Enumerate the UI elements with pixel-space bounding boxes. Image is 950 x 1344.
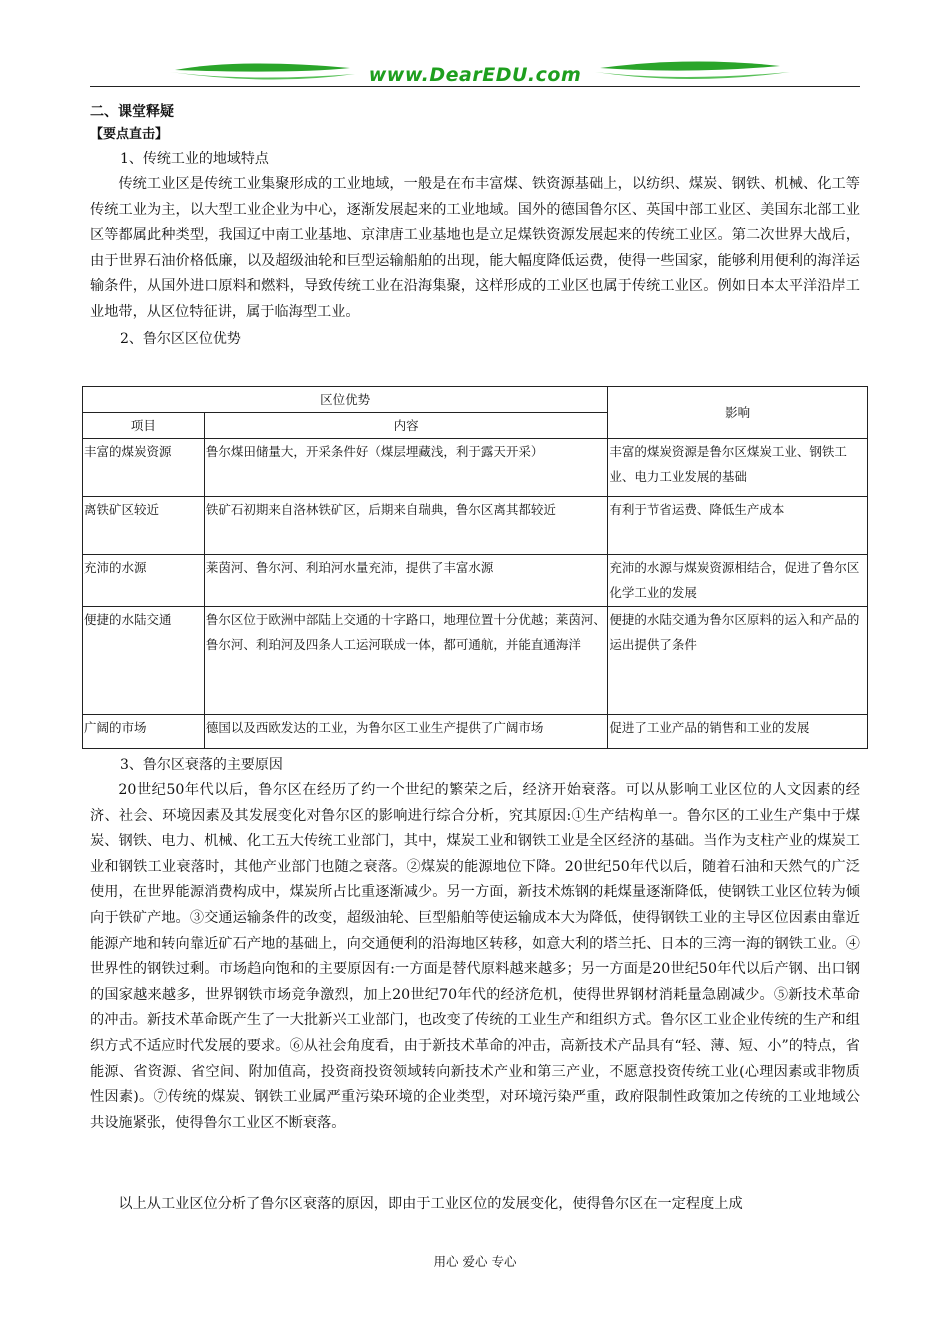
- table-header-row-1: [83, 387, 868, 413]
- table-cell-item: 充沛的水源: [83, 555, 205, 607]
- section-tail: [90, 1192, 860, 1218]
- subheading-3: 3、鲁尔区衰落的主要原因: [120, 757, 283, 773]
- table-cell-effect: 有利于节省运费、降低生产成本: [608, 497, 868, 555]
- table-cell-item: 离铁矿区较近: [83, 497, 205, 555]
- table-row: [83, 715, 868, 749]
- table-row: [83, 497, 868, 555]
- content-top: [90, 100, 860, 352]
- table-cell-effect: 便捷的水陆交通为鲁尔区原料的运入和产品的运出提供了条件: [608, 607, 868, 715]
- page-footer: 用心 爱心 专心: [433, 1254, 517, 1269]
- section-3: [90, 752, 860, 1136]
- table-row: [83, 555, 868, 607]
- table-cell-content: 铁矿石初期来自洛林铁矿区，后期来自瑞典，鲁尔区离其都较近: [204, 497, 607, 555]
- table-row: [83, 439, 868, 497]
- table-col-effect: 影响: [608, 387, 868, 439]
- location-advantage-table: [82, 386, 868, 749]
- table-cell-effect: 促进了工业产品的销售和工业的发展: [608, 715, 868, 749]
- table-group-header: 区位优势: [83, 387, 608, 413]
- table-cell-item: 便捷的水陆交通: [83, 607, 205, 715]
- header-logo-text: www.DearEDU.com: [368, 64, 582, 86]
- subheading-1: 1、传统工业的地域特点: [120, 151, 269, 167]
- table-cell-content: 鲁尔煤田储量大，开采条件好（煤层埋藏浅，利于露天开采）: [204, 439, 607, 497]
- page-header: [90, 52, 860, 94]
- table-cell-effect: 丰富的煤炭资源是鲁尔区煤炭工业、钢铁工业、电力工业发展的基础: [608, 439, 868, 497]
- table-cell-content: 德国以及西欧发达的工业，为鲁尔区工业生产提供了广阔市场: [204, 715, 607, 749]
- section-title: 二、课堂释疑: [90, 104, 174, 120]
- paragraph-1: 传统工业区是传统工业集聚形成的工业地域，一般是在布丰富煤、铁资源基础上，以纺织、煤炭、钢铁、机械、化工等传统工业为主，以大型工业企业为中心，逐渐发展起来的工业地域。国外的德国鲁尔区、英国中部工业区、美国东北部工业区等都属此种类型，我国辽中南工业基地、京津唐工业基地也是立足煤铁资源发展起来的传统工业区。第二次世界大战后，由于世界石油价格低廉，以及超级油轮和巨型运输船舶的出现，能大幅度降低运费，使得一些国家，能够利用便利的海洋运输条件，从国外进口原料和燃料，导致传统工业在沿海集聚，这样形成的工业区也属于传统工业区。例如日本太平洋沿岸工业地带，从区位特征讲，属于临海型工业。: [90, 176, 860, 320]
- table-cell-effect: 充沛的水源与煤炭资源相结合，促进了鲁尔区化学工业的发展: [608, 555, 868, 607]
- subheading-2: 2、鲁尔区区位优势: [120, 330, 241, 347]
- paragraph-3: 20世纪50年代以后，鲁尔区在经历了约一个世纪的繁荣之后，经济开始衰落。可以从影响工业区位的人文因素的经济、社会、环境因素及其发展变化对鲁尔区的影响进行综合分析，究其原因:①生产结构单一。鲁尔区的工业生产集中于煤炭、钢铁、电力、机械、化工五大传统工业部门，其中，煤炭工业和钢铁工业是全区经济的基础。当作为支柱产业的煤炭工业和钢铁工业衰落时，其他产业部门也随之衰落。②煤炭的能源地位下降。20世纪50年代以后，随着石油和天然气的广泛使用，在世界能源消费构成中，煤炭所占比重逐渐减少。另一方面，新技术炼钢的耗煤量逐渐降低，使钢铁工业区位转为倾向于铁矿产地。③交通运输条件的改变，超级油轮、巨型船舶等使运输成本大为降低，使得钢铁工业的主导区位因素由靠近能源产地和转向靠近矿石产地的基础上，向交通便利的沿海地区转移，如意大利的塔兰托、日本的三湾一海的钢铁工业。④世界性的钢铁过剩。市场趋向饱和的主要原因有:一方面是替代原料越来越多；另一方面是20世纪50年代以后产钢、出口钢的国家越来越多，世界钢铁市场竞争激烈，加上20世纪70年代的经济危机，使得世界钢材消耗量急剧减少。⑤新技术革命的冲击。新技术革命既产生了一大批新兴工业部门，也改变了传统的工业生产和组织方式。鲁尔区工业企业传统的生产和组织方式不适应时代发展的要求。⑥从社会角度看，由于新技术革命的冲击，高新技术产品具有“轻、薄、短、小”的特点，省能源、省资源、省空间、附加值高，投资商投资领域转向新技术产业和第三产业，不愿意投资传统工业(心理因素或非物质性因素)。⑦传统的煤炭、钢铁工业属严重污染环境的企业类型，对环境污染严重，政府限制性政策加之传统的工业地域公共设施紧张，使得鲁尔工业区不断衰落。: [90, 782, 860, 1131]
- table-row: [83, 607, 868, 715]
- table-cell-content: 莱茵河、鲁尔河、利珀河水量充沛，提供了丰富水源: [204, 555, 607, 607]
- header-divider: [90, 86, 860, 87]
- table-cell-content: 鲁尔区位于欧洲中部陆上交通的十字路口，地理位置十分优越；莱茵河、鲁尔河、利珀河及四条人工运河联成一体，都可通航，并能直通海洋: [204, 607, 607, 715]
- keypoint-label: 【要点直击】: [90, 127, 169, 142]
- table-col-content: 内容: [204, 413, 607, 439]
- paragraph-tail: 以上从工业区位分析了鲁尔区衰落的原因，即由于工业区位的发展变化，使得鲁尔区在一定程度上成: [118, 1196, 743, 1212]
- table-col-item: 项目: [83, 413, 205, 439]
- table-cell-item: 丰富的煤炭资源: [83, 439, 205, 497]
- table-cell-item: 广阔的市场: [83, 715, 205, 749]
